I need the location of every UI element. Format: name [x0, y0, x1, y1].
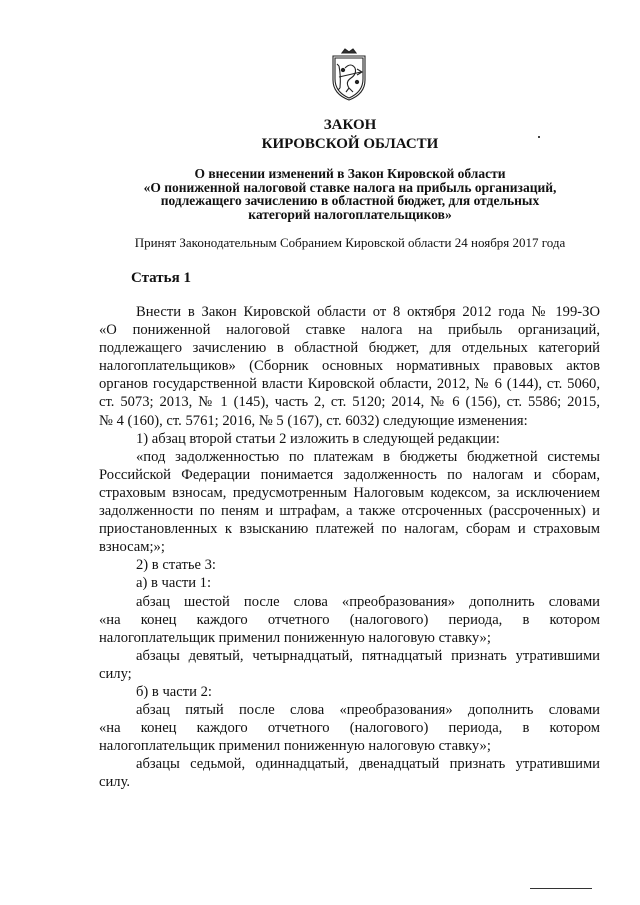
text-line: приостановленных к взысканию платежей по налогам, сборам и страховым: [99, 521, 600, 538]
item-2a-paragraph-2: [99, 647, 600, 683]
text-line: Внести в Закон Кировской области от 8 октября 2012 года № 199-ЗО: [136, 304, 600, 320]
law-title: ЗАКОН: [323, 117, 377, 133]
text-line: взносам;»;: [99, 539, 165, 556]
text-line: абзацы седьмой, одиннадцатый, двенадцатый признать утратившими: [136, 756, 600, 773]
law-subtitle: [60, 167, 640, 221]
subtitle-line: «О пониженной налоговой ставке налога на прибыль организаций,: [143, 179, 557, 195]
text-line: «под задолженностью по платежам в бюджеты бюджетной системы: [136, 448, 600, 465]
text-line: абзац пятый после слова «преобразования» дополнить словами: [136, 702, 600, 719]
item-2: 2) в статье 3:: [136, 557, 216, 574]
footer-divider: [530, 888, 592, 889]
intro-paragraph: [99, 303, 600, 430]
text-line: налогоплательщик применил пониженную налоговую ставку»;: [99, 738, 491, 755]
text-line: «на конец каждого отчетного (налогового) периода, в котором: [99, 720, 600, 737]
item-2b-paragraph-2: [99, 755, 600, 791]
subtitle-line: подлежащего зачислению в областной бюджет, для отдельных: [160, 193, 540, 208]
text-line: Российской Федерации понимается задолженность по налогам и сборам,: [99, 466, 600, 483]
region-title: КИРОВСКОЙ ОБЛАСТИ: [261, 136, 439, 152]
text-line: № 4 (160), ст. 5761; 2016, № 5 (167), ст. 6032) следующие изменения:: [99, 412, 528, 429]
text-line: органов государственной власти Кировской области, 2012, № 6 (144), ст. 5060,: [99, 376, 600, 393]
item-1: 1) абзац второй статьи 2 изложить в следующей редакции:: [136, 430, 500, 447]
text-line: налогоплательщик применил пониженную налоговую ставку»;: [99, 629, 491, 646]
subtitle-line: О внесении изменений в Закон Кировской области: [194, 166, 506, 181]
text-line: абзац шестой после слова «преобразования» дополнить словами: [136, 593, 600, 610]
kirov-coat-of-arms-icon: [327, 48, 371, 104]
quoted-paragraph: [99, 448, 600, 557]
subtitle-line: категорий налогоплательщиков»: [248, 206, 452, 222]
adoption-note: Принят Законодательным Собранием Кировской области 24 ноября 2017 года: [134, 235, 566, 250]
text-line: силу.: [99, 774, 131, 791]
text-line: страховым взносам, предусмотренным Налоговым кодексом, за исключением: [99, 484, 600, 501]
text-line: «О пониженной налоговой ставке налога на прибыль организаций,: [99, 322, 600, 339]
item-2b: б) в части 2:: [136, 683, 212, 700]
article-body: [99, 303, 600, 792]
item-2a-paragraph-1: [99, 593, 600, 647]
text-line: подлежащего зачислению в областной бюджет, для отдельных категорий: [99, 340, 600, 357]
text-line: ст. 5073; 2013, № 1 (145), часть 2, ст. 5120; 2014, № 6 (156), ст. 5586; 2015,: [99, 394, 600, 411]
text-line: налогоплательщиков» (Сборник основных нормативных правовых актов: [99, 358, 600, 375]
text-line: «на конец каждого отчетного (налогового) периода, в котором: [99, 611, 600, 628]
item-2b-paragraph-1: [99, 701, 600, 755]
item-2a: а) в части 1:: [136, 575, 212, 592]
text-line: абзацы девятый, четырнадцатый, пятнадцатый признать утратившими: [136, 647, 600, 664]
text-line: силу;: [99, 665, 132, 682]
article-heading: Статья 1: [131, 270, 191, 286]
text-line: задолженности по пеням и штрафам, а также отсроченных (рассроченных) и: [99, 503, 600, 520]
